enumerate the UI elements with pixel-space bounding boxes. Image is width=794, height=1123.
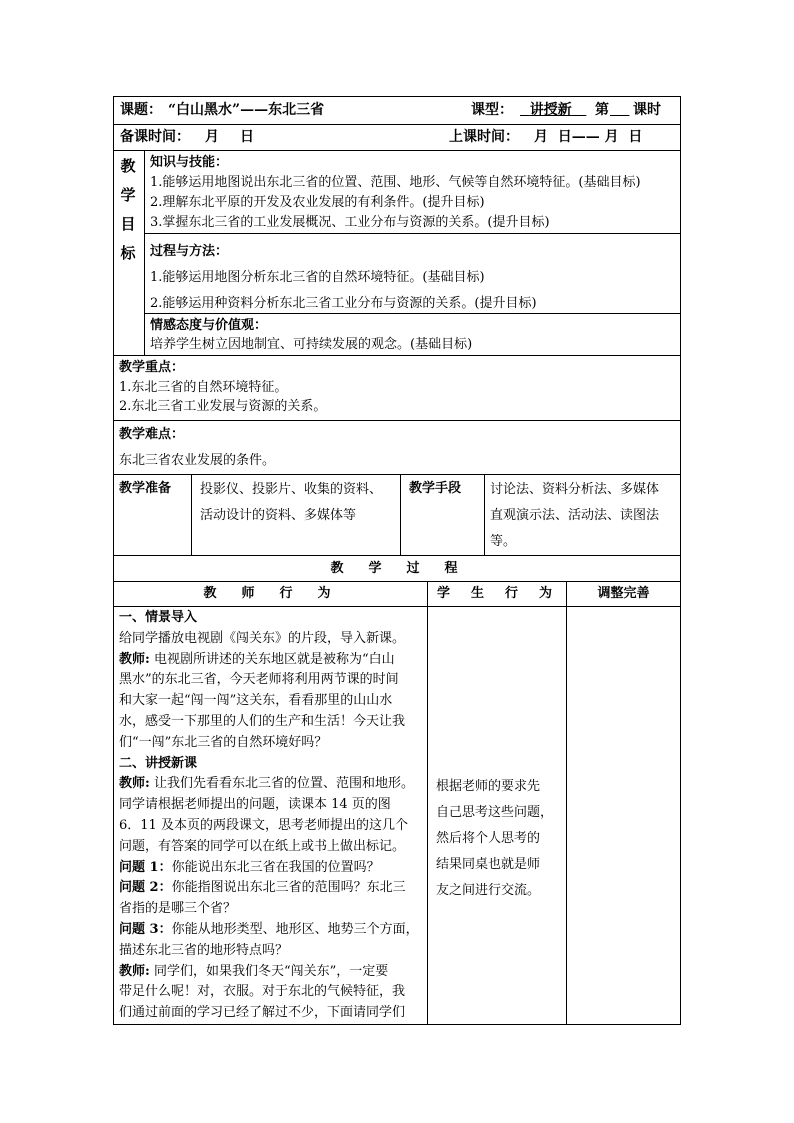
row-divider — [113, 420, 681, 421]
student-column-header: 学 生 行 为 — [436, 586, 556, 601]
teacher-line — [119, 837, 419, 858]
student-content — [436, 774, 553, 904]
teacher-line-text: 同学们，如果我们冬天“闯关东”，一定要 — [149, 963, 389, 979]
teacher-line-text: 水，感受一下那里的人们的生产和生活！今天让我 — [119, 713, 406, 729]
teacher-line — [119, 733, 419, 754]
process-section-title: 教 学 过 程 — [330, 561, 464, 576]
attitude-item: 培养学生树立因地制宜、可持续发展的观念。(基础目标) — [150, 337, 473, 352]
student-line: 友之间进行交流。 — [436, 883, 541, 898]
teacher-line-lead: 教师: — [119, 651, 150, 667]
teacher-line-text: 6．11 及本页的两段课文，思考老师提出的这几个 — [119, 817, 408, 833]
teacher-line — [119, 650, 419, 671]
class-time-value: 月 日—— 月 日 — [534, 129, 643, 145]
teacher-line-lead: 问题 3： — [119, 921, 172, 937]
teacher-line — [119, 629, 419, 650]
teacher-line-text: 省指的是哪三个省？ — [119, 901, 237, 917]
teacher-line-text: 黑水”的东北三省，今天老师将利用两节课的时间 — [119, 672, 399, 688]
row-divider — [113, 474, 681, 475]
objectives-side-label-char: 教 — [120, 157, 136, 175]
teacher-line — [119, 691, 419, 712]
row-divider — [113, 124, 681, 125]
objectives-side-label-char: 标 — [120, 244, 136, 262]
row-divider — [113, 581, 681, 582]
teacher-line — [119, 878, 419, 899]
row-divider — [113, 606, 681, 607]
preparation-line: 活动设计的资料、多媒体等 — [200, 508, 357, 523]
teacher-line — [119, 982, 419, 1003]
column-divider — [191, 474, 192, 555]
teaching-means-line: 直观演示法、活动法、读图法 — [490, 508, 660, 523]
teacher-line-text: 们“一闯”东北三省的自然环境好吗？ — [119, 734, 328, 750]
row-divider — [113, 555, 681, 556]
teaching-means-content — [490, 477, 659, 555]
preparation-content — [200, 477, 382, 529]
key-point-item: 2.东北三省工业发展与资源的关系。 — [119, 399, 327, 414]
key-points-title: 教学重点： — [119, 360, 185, 375]
preparation-line: 投影仪、投影片、收集的资料、 — [200, 482, 383, 497]
teacher-line-text: 们通过前面的学习已经了解过不少，下面请同学们 — [119, 1005, 406, 1021]
key-points-block — [119, 358, 326, 417]
teacher-line — [119, 670, 419, 691]
teacher-line-text: 电视剧所讲述的关东地区就是被称为“白山 — [149, 651, 395, 667]
lesson-number-suffix: 课时 — [633, 102, 661, 118]
row-divider — [113, 355, 681, 356]
teacher-line-text: 你能说出东北三省在我国的位置吗？ — [171, 859, 380, 875]
column-divider — [484, 474, 485, 555]
teacher-line-text: 问题，有答案的同学可以在纸上或书上做出标记。 — [119, 838, 406, 854]
student-line: 结果同桌也就是师 — [436, 857, 541, 872]
column-divider — [144, 150, 145, 355]
process-item: 2.能够运用种资料分析东北三省工业分布与资源的关系。(提升目标) — [150, 296, 537, 311]
class-time-label: 上课时间： — [449, 129, 519, 145]
student-line: 自己思考这些问题， — [436, 805, 554, 820]
teacher-line — [119, 712, 419, 733]
knowledge-item: 1.能够运用地图说出东北三省的位置、范围、地形、气候等自然环境特征。(基础目标) — [150, 175, 641, 190]
teacher-content — [119, 608, 419, 1024]
prep-day: 日 — [240, 129, 254, 145]
row-divider — [113, 150, 681, 151]
teacher-line — [119, 1003, 419, 1024]
teacher-line-text: 同学请根据老师提出的问题，读课本 14 页的图 — [119, 797, 391, 813]
process-item: 1.能够运用地图分析东北三省的自然环境特征。(基础目标) — [150, 270, 485, 285]
column-divider — [400, 474, 401, 555]
column-divider — [427, 581, 428, 1025]
student-line: 然后将个人思考的 — [436, 831, 541, 846]
teacher-line — [119, 795, 419, 816]
teacher-line-text: 让我们先看看东北三省的位置、范围和地形。 — [149, 776, 414, 792]
prep-month: 月 — [205, 129, 219, 145]
teacher-line-lead: 问题 1： — [119, 859, 172, 875]
adjust-column-header: 调整完善 — [597, 586, 650, 601]
teacher-line — [119, 774, 419, 795]
lesson-number-blank — [610, 101, 630, 119]
teacher-line — [119, 920, 419, 941]
lesson-type-text: 讲授新 — [529, 102, 572, 118]
process-title: 过程与方法： — [150, 244, 229, 259]
teacher-line — [119, 899, 419, 920]
teacher-line-lead: 问题 2： — [119, 880, 172, 896]
teacher-line — [119, 816, 419, 837]
teacher-column-header: 教 师 行 为 — [203, 586, 337, 601]
student-line: 根据老师的要求先 — [436, 779, 541, 794]
teacher-line — [119, 941, 419, 962]
teacher-line — [119, 754, 419, 775]
teacher-line-lead: 二、讲授新课 — [119, 755, 198, 771]
column-divider — [566, 581, 567, 1025]
teacher-line-lead: 教师: — [119, 776, 150, 792]
lesson-type-label: 课型： — [471, 102, 513, 118]
teacher-line — [119, 858, 419, 879]
topic-label: 课题： — [120, 102, 162, 118]
teacher-line-text: 你能指图说出东北三省的范围吗？东北三 — [171, 880, 406, 896]
lesson-type-value — [520, 101, 586, 119]
teacher-line-lead: 教师: — [119, 963, 150, 979]
teacher-line — [119, 962, 419, 983]
preparation-label: 教学准备 — [119, 481, 172, 496]
prep-time-label: 备课时间： — [120, 129, 190, 145]
process-block — [150, 239, 537, 317]
teaching-means-label: 教学手段 — [409, 481, 462, 496]
attitude-title: 情感态度与价值观： — [150, 318, 268, 333]
objectives-side-label-char: 学 — [120, 186, 136, 204]
teacher-line-text: 你能从地形类型、地形区、地势三个方面， — [171, 921, 419, 937]
teacher-line-lead: 一、情景导入 — [119, 610, 198, 625]
knowledge-item: 2.理解东北平原的开发及农业发展的有利条件。(提升目标) — [150, 195, 485, 210]
key-point-item: 1.东北三省的自然环境特征。 — [119, 379, 288, 395]
difficulties-title: 教学难点： — [119, 427, 185, 442]
teaching-means-line: 等。 — [490, 534, 517, 549]
attitude-block — [150, 316, 472, 354]
knowledge-title: 知识与技能： — [150, 155, 229, 170]
knowledge-item: 3.掌握东北三省的工业发展概况、工业分布与资源的关系。(提升目标) — [150, 215, 550, 230]
difficulties-text: 东北三省农业发展的条件。 — [119, 453, 276, 468]
knowledge-block — [150, 153, 641, 233]
teacher-line-text: 带足什么呢！对，衣服。对于东北的气候特征，我 — [119, 984, 406, 1000]
row-divider — [144, 233, 681, 234]
lesson-number-label: 第 — [595, 102, 609, 118]
teaching-means-line: 讨论法、资料分析法、多媒体 — [490, 482, 660, 497]
teacher-line-text: 和大家一起“闯一闯”这关东，看看那里的山山水 — [119, 693, 393, 709]
teacher-line — [119, 608, 419, 629]
topic-title: “白山黑水”——东北三省 — [168, 102, 325, 118]
teacher-line-text: 描述东北三省的地形特点吗？ — [119, 942, 289, 958]
objectives-side-label-char: 目 — [120, 215, 136, 233]
teacher-line-text: 给同学播放电视剧《闯关东》的片段，导入新课。 — [119, 630, 406, 646]
